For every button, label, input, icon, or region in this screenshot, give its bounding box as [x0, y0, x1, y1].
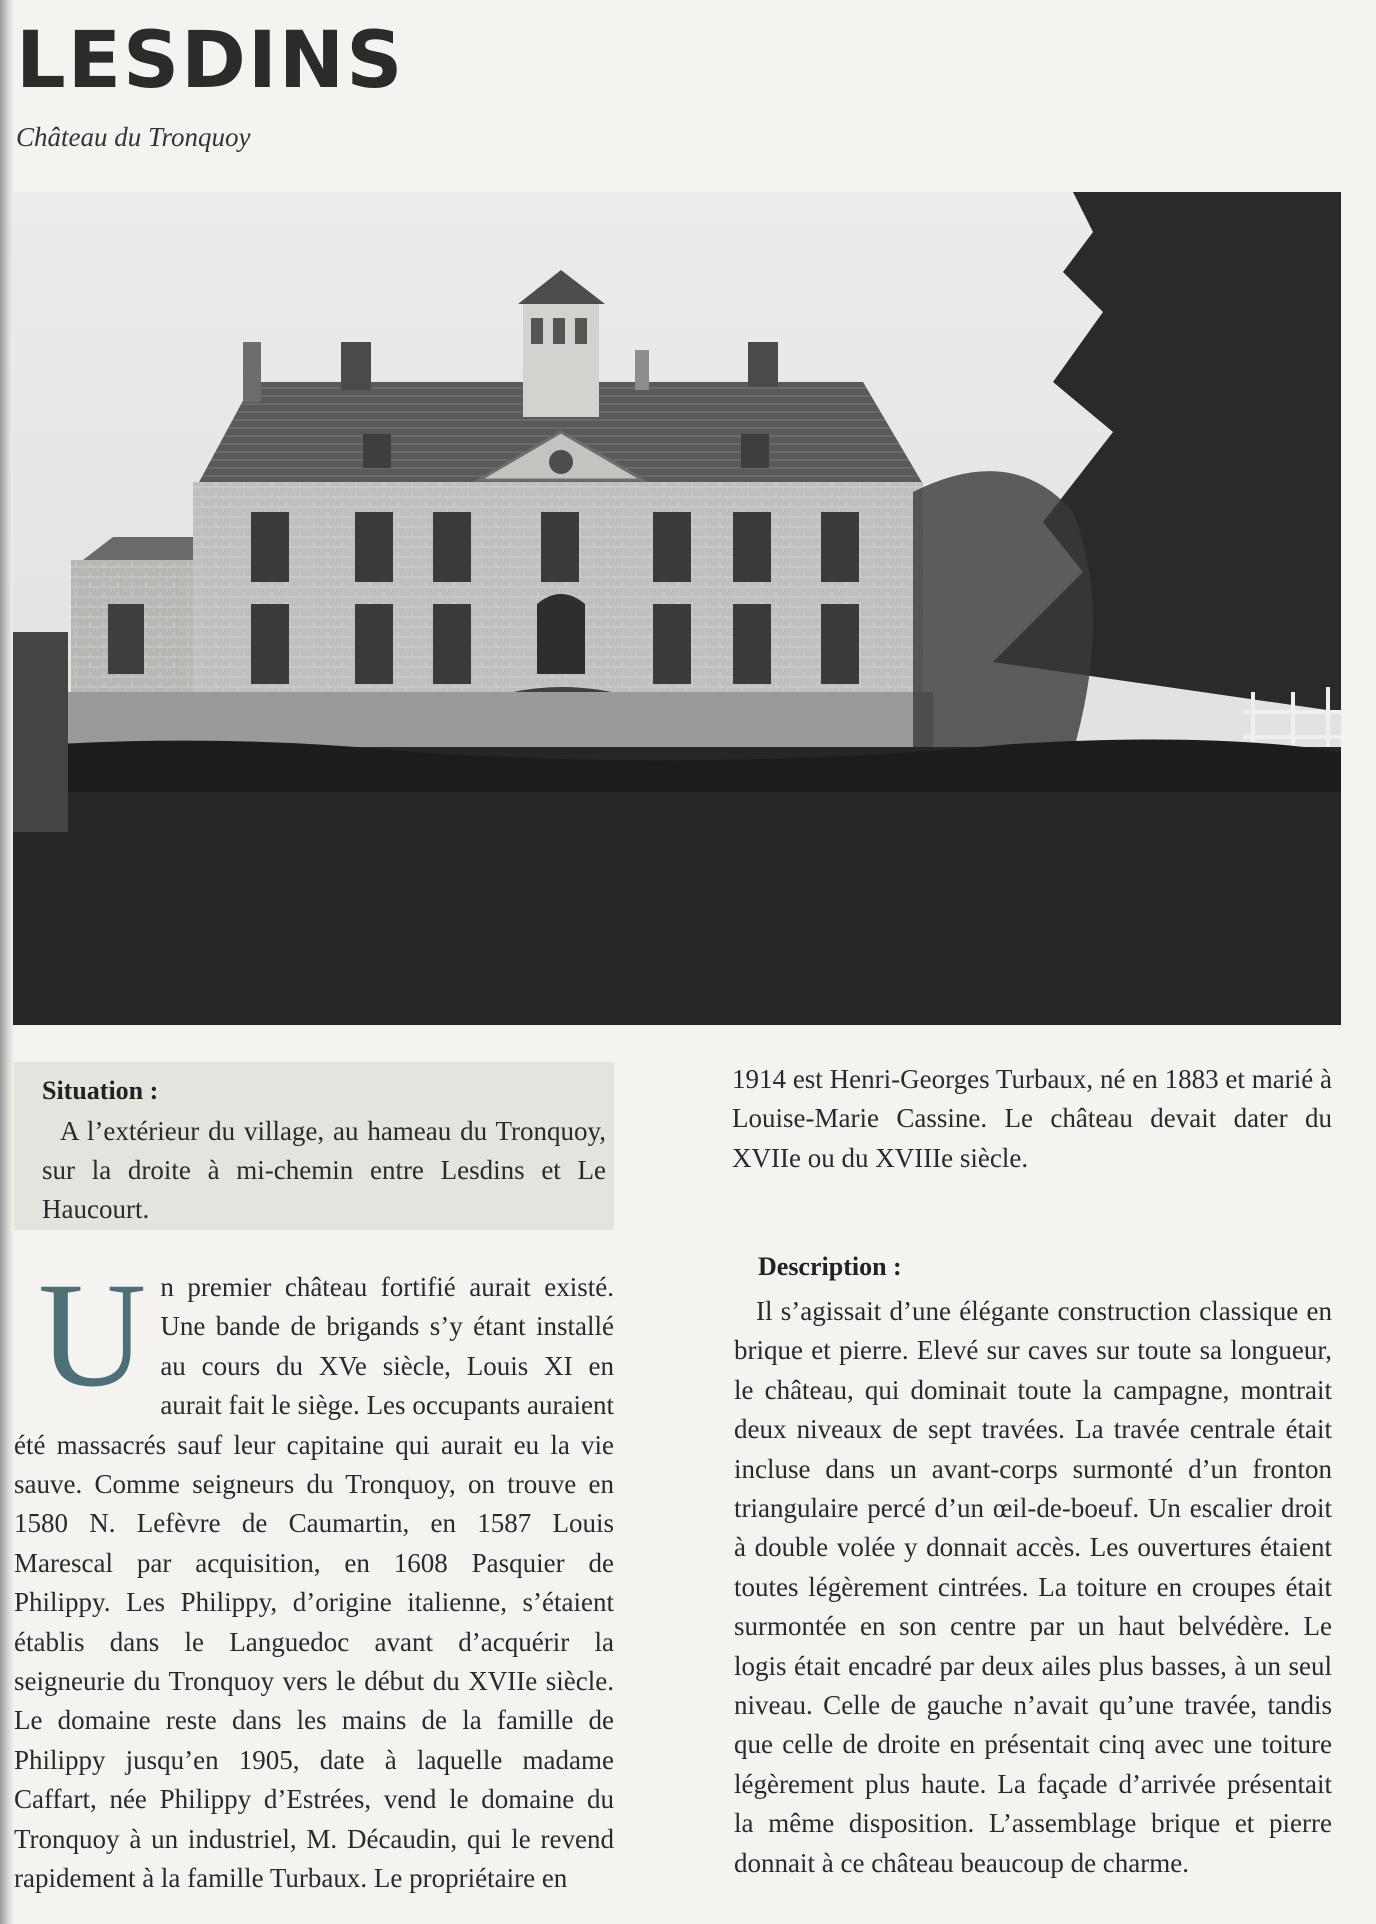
situation-text: A l’extérieur du village, au hameau du Tronquoy, sur la droite à mi-chemin entre Lesdins et Le Haucourt. — [42, 1116, 606, 1224]
chateau-facade-photo — [13, 192, 1341, 1025]
drop-cap: U — [38, 1252, 147, 1418]
page-title: LESDINS — [16, 16, 405, 106]
description-text: Il s’agissait d’une élégante construction classique en brique et pierre. Elevé sur caves sur toute sa longueur, le château, qui dominait toute la campagne, montrait deux niveaux de sept travées. La travée centrale était incluse dans un avant-corps surmonté d’un fronton triangulaire percé d’un œil-de-boeuf. Un escalier droit à double volée y donnait accès. Les ouvertures étaient toutes légèrement cintrées. La toiture en croupes était surmontée en son centre par un haut belvédère. Le logis était encadré par deux ailes plus basses, à un seul niveau. Celle de gauche n’avait qu’une travée, tandis que celle de droite en présentait cinq avec une toiture légèrement plus haute. La façade d’arrivée présentait la même disposition. L’assemblage brique et pierre donnait à ce château beaucoup de charme. — [734, 1296, 1332, 1878]
situation-heading: Situation : — [42, 1076, 159, 1105]
page-subtitle: Château du Tronquoy — [16, 122, 251, 152]
history-text: n premier château fortifié aurait existé. Une bande de brigands s’y étant installé au cours du XVe siècle, Louis XI en aurait fait le siège. Les occupants auraient été massacrés sauf leur capitaine qui aurait eu la vie sauve. Comme seigneurs du Tronquoy, on trouve en 1580 N. Lefèvre de Caumartin, en 1587 Louis Marescal par acquisition, en 1608 Pasquier de Philippy. Les Philippy, d’origine italienne, s’étaient établis dans le Languedoc avant d’acquérir la seigneurie du Tronquoy vers le début du XVIIe siècle. Le domaine reste dans les mains de la famille de Philippy jusqu’en 1905, date à laquelle madame Caffart, née Philippy d’Estrées, vend le domaine du Tronquoy à un industriel, M. Décaudin, qui le revend rapidement à la famille Turbaux. Le propriétaire en — [14, 1272, 614, 1894]
situation-box — [14, 1062, 614, 1230]
photo-illustration — [13, 192, 1341, 1025]
history-continuation: 1914 est Henri-Georges Turbaux, né en 1883 et marié à Louise-Marie Cassine. Le château devait dater du XVIIe ou du XVIIIe siècle. — [732, 1064, 1332, 1173]
page-gutter-shadow — [0, 0, 14, 1924]
history-text-block — [14, 1252, 614, 1899]
description-heading: Description : — [758, 1252, 902, 1281]
